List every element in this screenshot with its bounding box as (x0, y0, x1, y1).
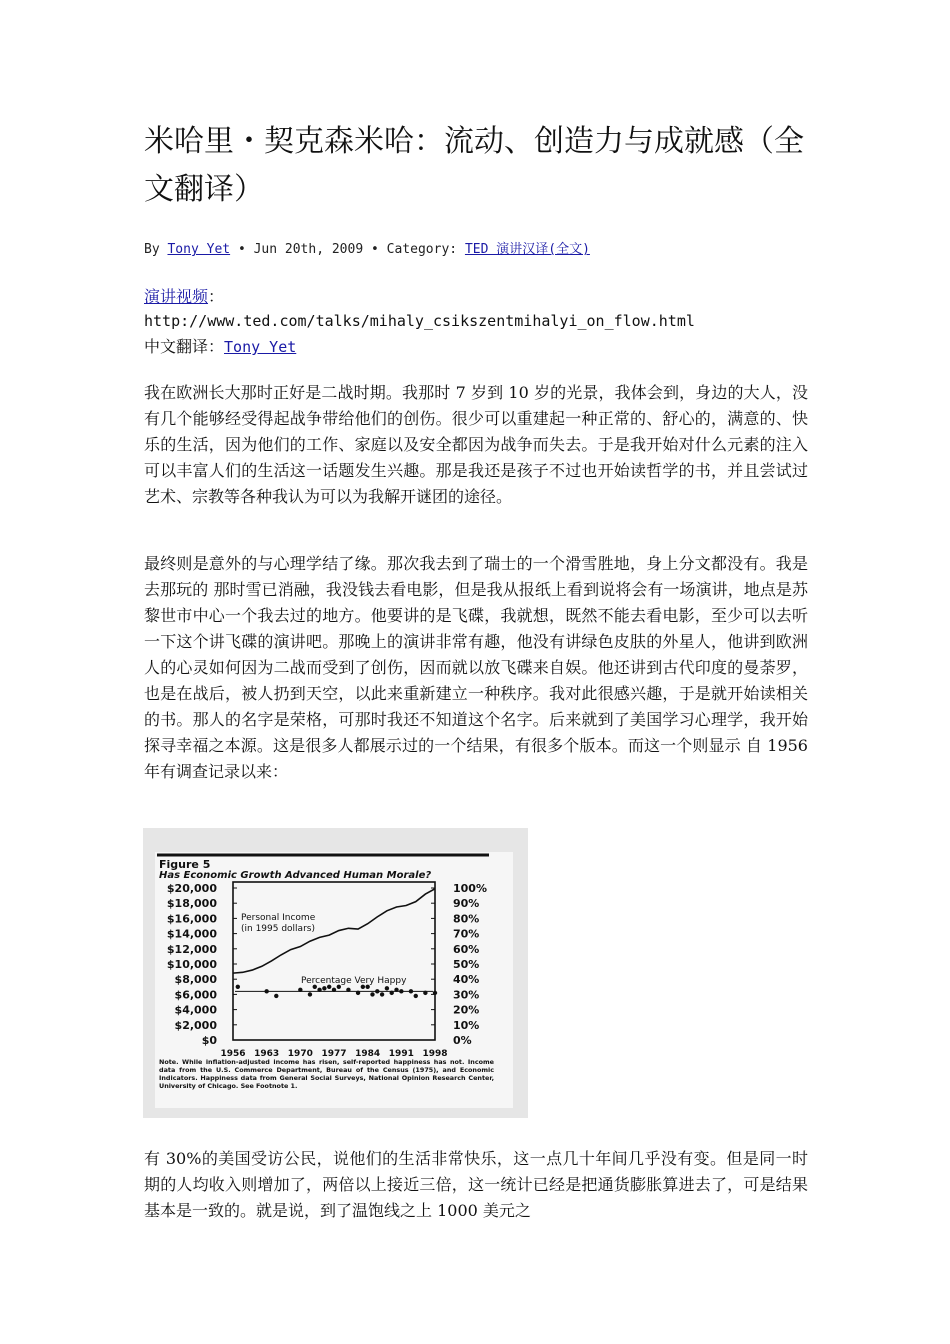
figure-label: Figure 5 (159, 858, 211, 871)
series-happy-point (332, 988, 336, 992)
y-right-tick-label: 70% (453, 927, 480, 941)
y-left-tick-label: $20,000 (166, 882, 217, 895)
y-right-tick-label: 100% (453, 882, 487, 895)
chart-note: Note. While inflation-adjusted income has risen, self-reported happiness has not. Income data from the U.S. Commerce Department, Bureau of the Census (1975), and Economic Indicators. Happiness data from General Social Surveys, National Opinion Research Center, University of Chicago. See Footnote 1. (159, 1058, 494, 1090)
series-happy-point (308, 992, 312, 996)
series-label-income: Personal Income (241, 913, 316, 923)
series-happy-point (274, 994, 278, 998)
y-right-tick-label: 0% (453, 1034, 472, 1047)
series-happy-point (399, 989, 403, 993)
y-right-tick-label: 40% (453, 973, 480, 987)
y-left-tick-label: $6,000 (174, 988, 217, 1002)
meta-by: By (144, 242, 160, 257)
y-left-tick-label: $2,000 (174, 1018, 217, 1032)
author-link[interactable]: Tony Yet (167, 242, 231, 257)
series-happy-point (264, 989, 268, 993)
series-happy-point (409, 989, 413, 993)
translator-link[interactable]: Tony Yet (224, 338, 297, 356)
happiness-income-chart (143, 828, 528, 1118)
series-happy-point (236, 985, 240, 989)
video-colon: ： (208, 287, 225, 306)
y-right-tick-label: 10% (453, 1018, 480, 1032)
meta-separator: • (371, 242, 379, 257)
series-happy-point (356, 991, 360, 995)
series-happy-point (380, 992, 384, 996)
chart-title: Has Economic Growth Advanced Human Morale? (159, 870, 432, 881)
meta-separator: • (237, 242, 246, 257)
category-link[interactable]: TED 演讲汉译(全文) (464, 242, 590, 257)
y-left-tick-label: $8,000 (174, 973, 217, 987)
y-left-tick-label: $14,000 (166, 927, 217, 941)
series-happy-point (414, 994, 418, 998)
series-happy-point (394, 988, 398, 992)
y-right-tick-label: 60% (453, 942, 480, 956)
y-right-tick-label: 80% (453, 912, 480, 926)
y-left-tick-label: $16,000 (166, 912, 217, 926)
series-happy-point (322, 986, 326, 990)
y-left-tick-label: $10,000 (166, 958, 217, 971)
talk-links (144, 284, 824, 360)
y-left-tick-label: $18,000 (166, 897, 217, 911)
video-url: http://www.ted.com/talks/mihaly_csikszentmihalyi_on_flow.html (144, 312, 695, 330)
series-happy-point (370, 992, 374, 996)
series-happy-point (433, 991, 437, 995)
y-right-tick-label: 30% (453, 988, 480, 1002)
x-tick-label: 1998 (422, 1049, 448, 1059)
y-right-tick-label: 50% (453, 958, 480, 971)
series-happy-point (375, 989, 379, 993)
series-happy-point (346, 988, 350, 992)
series-happy-point (317, 988, 321, 992)
video-link[interactable]: 演讲视频 (144, 287, 209, 306)
chart-note-container (159, 1058, 494, 1106)
y-left-tick-label: $0 (201, 1034, 217, 1047)
x-tick-label: 1991 (388, 1049, 414, 1059)
series-label-happy: Percentage Very Happy (301, 976, 407, 986)
series-happy-point (298, 988, 302, 992)
y-left-tick-label: $4,000 (174, 1003, 217, 1017)
paragraph-2: 最终则是意外的与心理学结了缘。那次我去到了瑞士的一个滑雪胜地，身上分文都没有。我是去那玩的 那时雪已消融，我没钱去看电影，但是我从报纸上看到说将会有一场演讲，地点是苏黎世市中心一个我去过的地方。他要讲的是飞碟，我就想，既然不能去看电影，至少可以去听一下这个讲飞碟的演讲吧。那晚上的演讲非常有趣，他没有讲绿色皮肤的外星人，他讲到欧洲人的心灵如何因为二战而受到了创伤，因而就以放飞碟来自娱。他还讲到古代印度的曼荼罗，也是在战后，被人扔到天空，以此来重新建立一种秩序。我对此很感兴趣，于是就开始读相关的书。那人的名字是荣格，可那时我还不知道这个名字。后来就到了美国学习心理学，我开始探寻幸福之本源。这是很多人都展示过的一个结果，有很多个版本。而这一个则显示 自 1956 年有调查记录以来： (144, 554, 808, 781)
x-tick-label: 1956 (220, 1049, 246, 1059)
post-date: Jun 20th, 2009 (253, 242, 364, 257)
paragraph-1: 我在欧洲长大那时正好是二战时期。我那时 7 岁到 10 岁的光景，我体会到，身边的大人，没有几个能够经受得起战争带给他们的创伤。很少可以重建起一种正常的、舒心的，满意的、快乐的生活，因为他们的工作、家庭以及安全都因为战争而失去。于是我开始对什么元素的注入可以丰富人们的生活这一话题发生兴趣。那是我还是孩子不过也开始读哲学的书，并且尝试过艺术、宗教等各种我认为可以为我解开谜团的途径。 (144, 383, 808, 506)
y-right-tick-label: 90% (453, 897, 480, 911)
series-happy-point (385, 986, 389, 990)
translator-line (144, 334, 824, 360)
chart-figure (143, 828, 528, 1118)
x-tick-label: 1984 (355, 1049, 381, 1059)
translator-label: 中文翻译： (144, 337, 225, 356)
article-meta (144, 240, 824, 260)
video-line (144, 284, 824, 309)
x-tick-label: 1977 (321, 1049, 347, 1059)
x-tick-label: 1970 (287, 1049, 313, 1059)
series-happy-point (423, 991, 427, 995)
x-tick-label: 1963 (254, 1049, 280, 1059)
y-left-tick-label: $12,000 (166, 942, 217, 956)
category-label: Category: (386, 242, 458, 257)
y-right-tick-label: 20% (453, 1003, 480, 1017)
series-label-income-sub: (in 1995 dollars) (241, 924, 315, 934)
article-title: 米哈里・契克森米哈：流动、创造力与成就感（全文翻译） (144, 124, 804, 207)
series-happy-point (390, 991, 394, 995)
paragraph-3: 有 30%的美国受访公民，说他们的生活非常快乐，这一点几十年间几乎没有变。但是同一时期的人均收入则增加了，两倍以上接近三倍，这一统计已经是把通货膨胀算进去了，可是结果基本是一致的。就是说，到了温饱线之上 1000 美元之 (144, 1149, 808, 1220)
